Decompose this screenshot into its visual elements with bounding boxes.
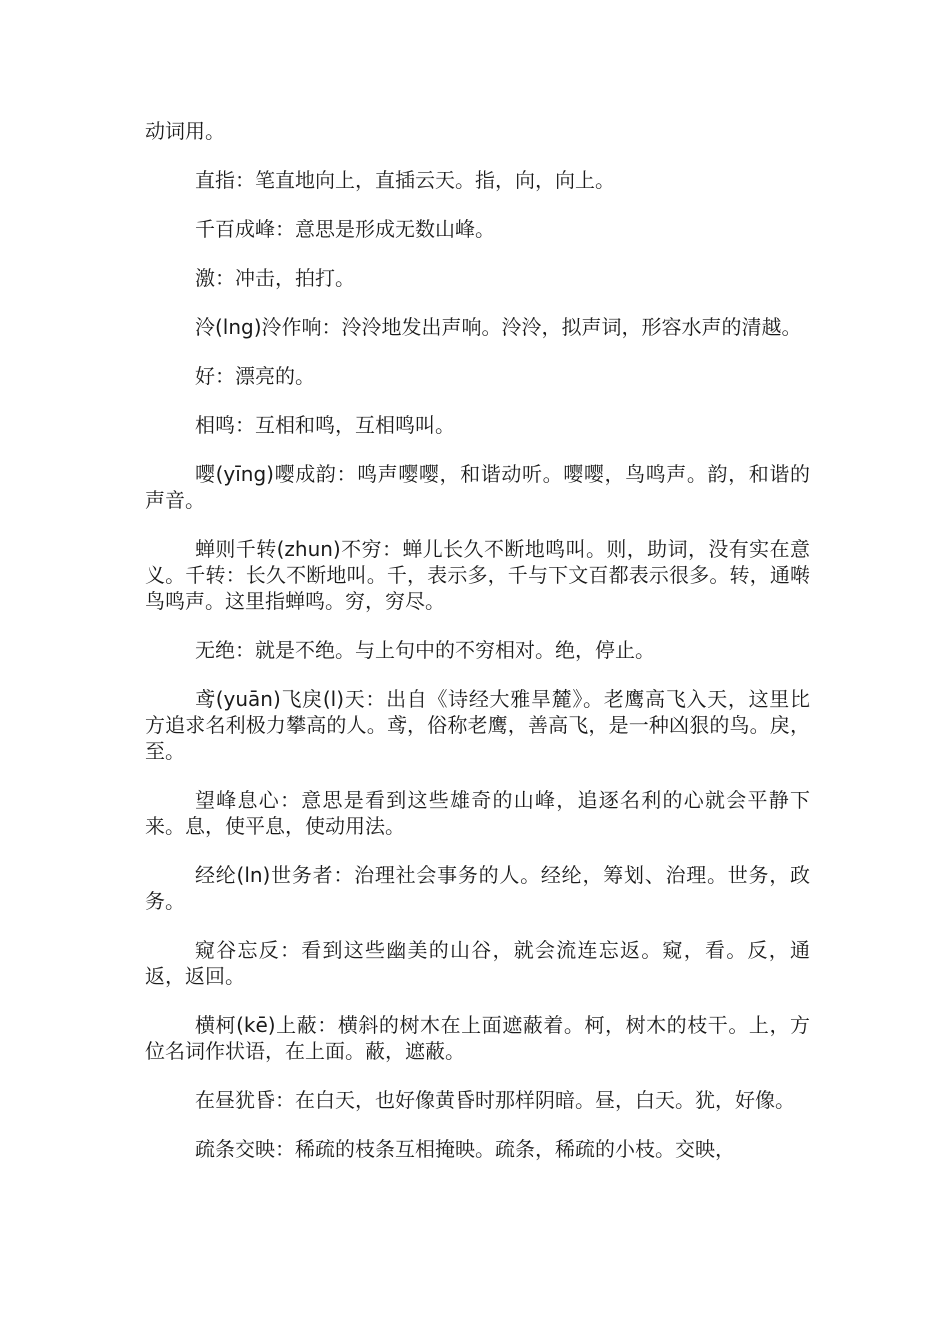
paragraph-14: 窥谷忘反：看到这些幽美的山谷，就会流连忘返。窥，看。反，通返，返回。	[145, 938, 810, 988]
paragraph-9: 蝉则千转(zhun)不穷：蝉儿长久不断地鸣叫。则，助词，没有实在意义。千转：长久不断地叫。千，表示多，千与下文百都表示很多。转，通啭鸟鸣声。这里指蝉鸣。穷，穷尽。	[145, 537, 810, 613]
paragraph-10: 无绝：就是不绝。与上句中的不穷相对。绝，停止。	[195, 638, 655, 662]
paragraph-2: 直指：笔直地向上，直插云天。指，向，向上。	[195, 168, 615, 192]
paragraph-3: 千百成峰：意思是形成无数山峰。	[195, 217, 495, 241]
paragraph-12: 望峰息心：意思是看到这些雄奇的山峰，追逐名利的心就会平静下来。息，使平息，使动用法。	[145, 788, 810, 838]
paragraph-1: 动词用。	[145, 119, 225, 143]
paragraph-17: 疏条交映：稀疏的枝条互相掩映。疏条，稀疏的小枝。交映，	[195, 1137, 735, 1161]
paragraph-13: 经纶(ln)世务者：治理社会事务的人。经纶，筹划、治理。世务，政务。	[145, 863, 810, 913]
document-body	[145, 118, 810, 1185]
paragraph-8: 嘤(yīng)嘤成韵：鸣声嘤嘤，和谐动听。嘤嘤，鸟鸣声。韵，和谐的声音。	[145, 462, 810, 512]
paragraph-11: 鸢(yuān)飞戾(l)天：出自《诗经大雅旱麓》。老鹰高飞入天，这里比方追求名利极力攀高的人。鸢，俗称老鹰，善高飞，是一种凶狠的鸟。戾，至。	[145, 687, 810, 763]
paragraph-15: 横柯(kē)上蔽：横斜的树木在上面遮蔽着。柯，树木的枝干。上，方位名词作状语，在上面。蔽，遮蔽。	[145, 1013, 810, 1063]
paragraph-4: 激：冲击，拍打。	[195, 266, 355, 290]
paragraph-6: 好：漂亮的。	[195, 364, 315, 388]
paragraph-16: 在昼犹昏：在白天，也好像黄昏时那样阴暗。昼，白天。犹，好像。	[195, 1088, 795, 1112]
paragraph-5: 泠(lng)泠作响：泠泠地发出声响。泠泠，拟声词，形容水声的清越。	[195, 315, 802, 339]
paragraph-7: 相鸣：互相和鸣，互相鸣叫。	[195, 413, 455, 437]
